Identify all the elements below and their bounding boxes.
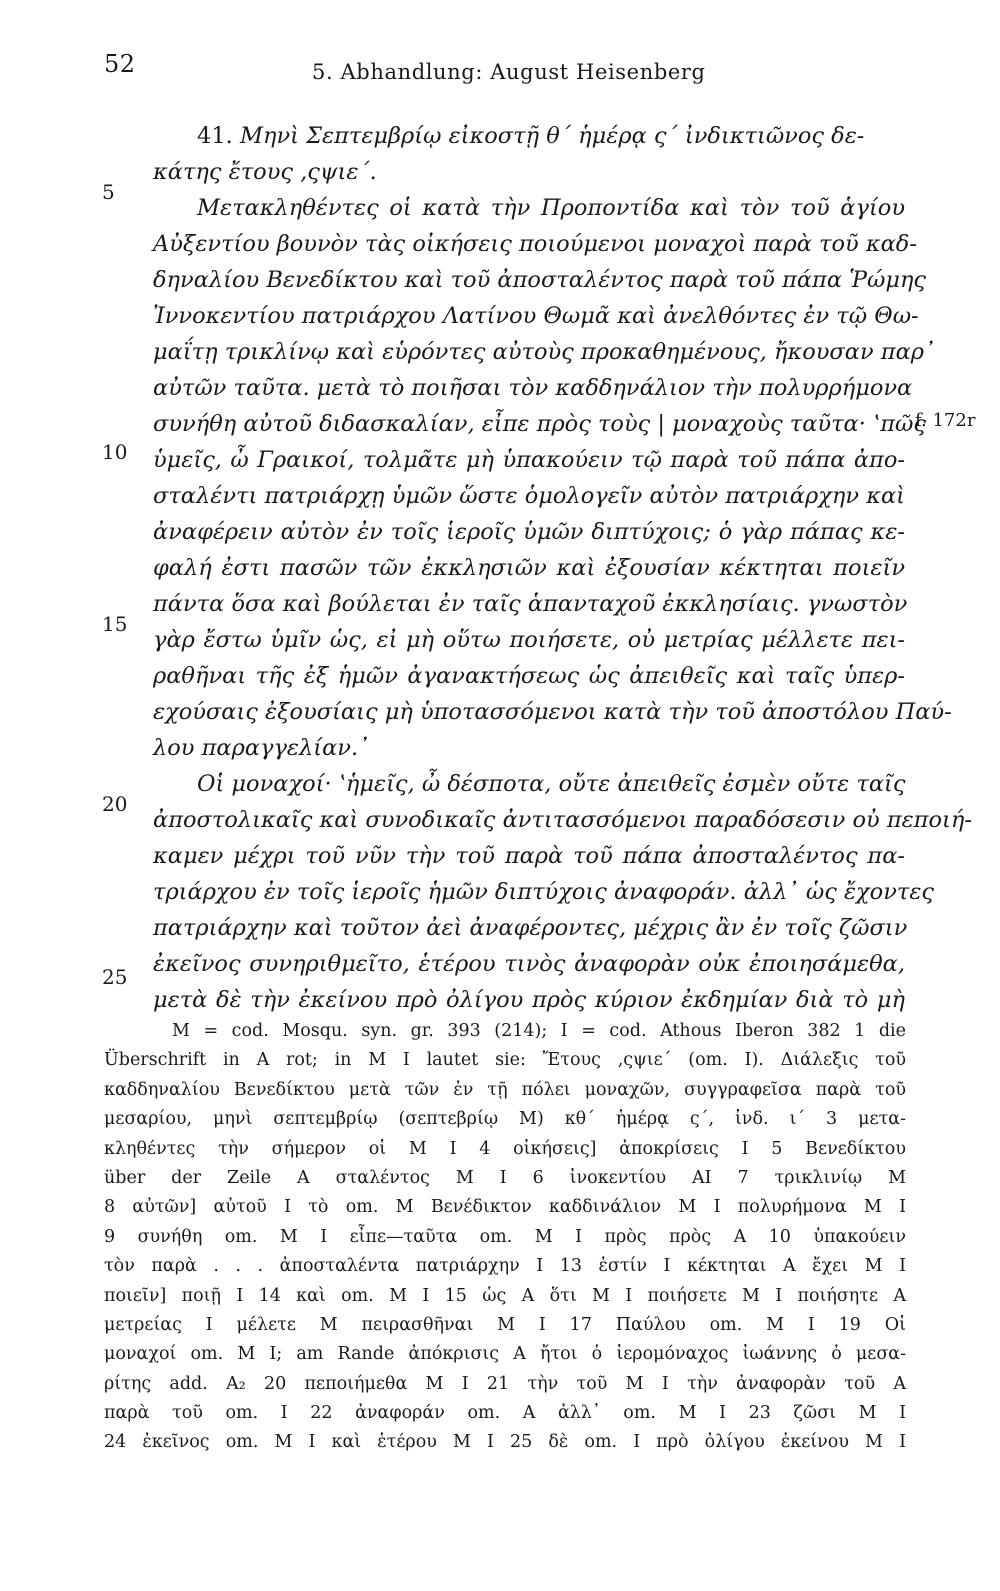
apparatus-line: μεσαρίου, μηνὶ σεπτεμβρίῳ (σεπτεβρίῳ M) κθ΄ ἡμέρᾳ ς΄, ἰνδ. ι΄ 3 μετα- xyxy=(104,1109,906,1130)
page-number: 52 xyxy=(104,50,136,78)
text-line: καμεν μέχρι τοῦ νῦν τὴν τοῦ παρὰ τοῦ πάπα ἀποσταλέντος πα- xyxy=(153,843,905,869)
text-line: ὑμεῖς, ὦ Γραικοί, τολμᾶτε μὴ ὑπακούειν τῷ παρὰ τοῦ πάπα ἀπο- xyxy=(153,447,905,473)
critical-apparatus xyxy=(104,1017,906,1458)
text-line: Οἱ μοναχοί· ʽἡμεῖς, ὦ δέσποτα, οὔτε ἀπειθεῖς ἐσμὲν οὔτε ταῖς xyxy=(197,771,906,797)
line-number-10: 10 xyxy=(102,440,128,464)
text-line: ἀναφέρειν αὐτὸν ἐν τοῖς ἱεροῖς ὑμῶν διπτύχοις; ὁ γὰρ πάπας κε- xyxy=(153,519,905,545)
text-line: Μετακληθέντες οἱ κατὰ τὴν Προποντίδα καὶ τὸν τοῦ ἁγίου xyxy=(197,195,905,221)
text-line-content: Μηνὶ Σεπτεμβρίῳ εἰκοστῇ θ΄ ἡμέρᾳ ς΄ ἰνδικτιῶνος δε- xyxy=(232,123,865,149)
text-line: μετὰ δὲ τὴν ἐκείνου πρὸ ὀλίγου πρὸς κύριον ἐκδημίαν διὰ τὸ μὴ xyxy=(153,987,905,1013)
section-number: 41. xyxy=(197,123,233,149)
line-number-25: 25 xyxy=(102,965,128,989)
text-line: κάτης ἔτους ,ςψιε΄. xyxy=(153,159,377,185)
apparatus-line: über der Zeile A σταλέντος M I 6 ἰνοκεντίου AI 7 τρικλινίῳ M xyxy=(104,1167,906,1188)
line-number-5: 5 xyxy=(102,180,115,204)
apparatus-line: Überschrift in A rot; in M I lautet sie: Ἔτους ,ςψιε΄ (om. I). Διάλεξις τοῦ xyxy=(104,1050,906,1071)
text-line: γὰρ ἔστω ὑμῖν ὡς, εἰ μὴ οὕτω ποιήσετε, οὐ μετρίας μέλλετε πει- xyxy=(153,627,905,653)
margin-folio-note: f. 172r xyxy=(915,410,976,431)
text-line: σταλέντι πατριάρχῃ ὑμῶν ὥστε ὁμολογεῖν αὐτὸν πατριάρχην καὶ xyxy=(153,483,905,509)
apparatus-line: M = cod. Mosqu. syn. gr. 393 (214); I = cod. Athous Iberon 382 1 die xyxy=(172,1021,906,1041)
apparatus-line: τὸν παρὰ . . . ἀποσταλέντα πατριάρχην I 13 ἐστίν I κέκτηται A ἔχει M I xyxy=(104,1256,906,1277)
text-line: πάντα ὅσα καὶ βούλεται ἐν ταῖς ἁπανταχοῦ ἐκκλησίαις. γνωστὸν xyxy=(153,591,908,617)
text-line: ραθῆναι τῆς ἐξ ἡμῶν ἀγανακτήσεως ὡς ἀπειθεῖς καὶ ταῖς ὑπερ- xyxy=(153,663,905,689)
text-line: δηναλίου Βενεδίκτου καὶ τοῦ ἀποσταλέντος παρὰ τοῦ πάπα Ῥώμης xyxy=(153,267,927,293)
text-line: αὐτῶν ταῦτα. μετὰ τὸ ποιῆσαι τὸν καδδηνάλιον τὴν πολυρρήμονα xyxy=(153,375,913,401)
apparatus-line: 9 συνήθη om. M I εἶπε—ταῦτα om. M I πρὸς πρὸς A 10 ὑπακούειν xyxy=(104,1226,906,1247)
text-line: λου παραγγελίαν.᾽ xyxy=(153,735,370,761)
line-number-15: 15 xyxy=(102,612,128,636)
apparatus-line: ποιεῖν] ποιῇ I 14 καὶ om. M I 15 ὡς A ὅτι M I ποιήσετε M I ποιήσητε A xyxy=(104,1285,906,1306)
apparatus-line: μετρείας I μέλετε M πειρασθῆναι M I 17 Παύλου om. M I 19 Οἱ xyxy=(104,1314,906,1335)
apparatus-line: ρίτης add. A₂ 20 πεποιήμεθα M I 21 τὴν τοῦ M I τὴν ἀναφορὰν τοῦ A xyxy=(104,1373,906,1394)
apparatus-line: 8 αὐτῶν] αὐτοῦ I τὸ om. M Βενέδικτον καδδινάλιον M I πολυρήμονα M I xyxy=(104,1197,906,1218)
text-line: πατριάρχην καὶ τοῦτον ἀεὶ ἀναφέροντες, μέχρις ἂν ἐν τοῖς ζῶσιν xyxy=(153,915,908,941)
text-line: ἀποστολικαῖς καὶ συνοδικαῖς ἀντιτασσόμενοι παραδόσεσιν οὐ πεποιή- xyxy=(153,807,972,833)
apparatus-line: 24 ἐκεῖνος om. M I καὶ ἑτέρου M I 25 δὲ om. I πρὸ ὀλίγου ἐκείνου M I xyxy=(104,1432,906,1453)
text-line: ἐκεῖνος συνηριθμεῖτο, ἑτέρου τινὸς ἀναφορὰν οὐκ ἐποιησάμεθα, xyxy=(153,951,905,977)
apparatus-line: καδδηναλίου Βενεδίκτου μετὰ τῶν ἐν τῇ πόλει μοναχῶν, συγγραφεῖσα παρὰ τοῦ xyxy=(104,1079,906,1100)
apparatus-line: παρὰ τοῦ om. I 22 ἀναφοράν om. A ἀλλ᾽ om. M I 23 ζῶσι M I xyxy=(104,1403,906,1424)
text-line: Αὐξεντίου βουνὸν τὰς οἰκήσεις ποιούμενοι μοναχοὶ παρὰ τοῦ καδ- xyxy=(153,231,917,257)
text-line: τριάρχου ἐν τοῖς ἱεροῖς ἡμῶν διπτύχοις ἀναφοράν. ἀλλ᾽ ὡς ἔχοντες xyxy=(153,879,935,905)
text-line xyxy=(153,118,905,154)
apparatus-line: κληθέντες τὴν σήμερον οἱ M I 4 οἰκήσεις] ἀποκρίσεις I 5 Βενεδίκτου xyxy=(104,1138,906,1159)
line-number-20: 20 xyxy=(102,792,128,816)
apparatus-line: μοναχοί om. M I; am Rande ἀπόκρισις A ἤτοι ὁ ἱερομόναχος ἰωάννης ὁ μεσα- xyxy=(104,1344,906,1365)
text-line: Ἰννοκεντίου πατριάρχου Λατίνου Θωμᾶ καὶ ἀνελθόντες ἐν τῷ Θω- xyxy=(153,303,919,329)
text-line: φαλή ἐστι πασῶν τῶν ἐκκλησιῶν καὶ ἐξουσίαν κέκτηται ποιεῖν xyxy=(153,555,905,581)
running-head: 5. Abhandlung: August Heisenberg xyxy=(312,60,706,84)
text-line: μαΐτῃ τρικλίνῳ καὶ εὑρόντες αὐτοὺς προκαθημένους, ἤκουσαν παρ᾽ xyxy=(153,339,936,365)
text-line: εχούσαις ἐξουσίαις μὴ ὑποτασσόμενοι κατὰ τὴν τοῦ ἀποστόλου Παύ- xyxy=(153,699,952,725)
text-line: συνήθη αὐτοῦ διδασκαλίαν, εἶπε πρὸς τοὺς | μοναχοὺς ταῦτα· ʽπῶς xyxy=(153,411,926,437)
